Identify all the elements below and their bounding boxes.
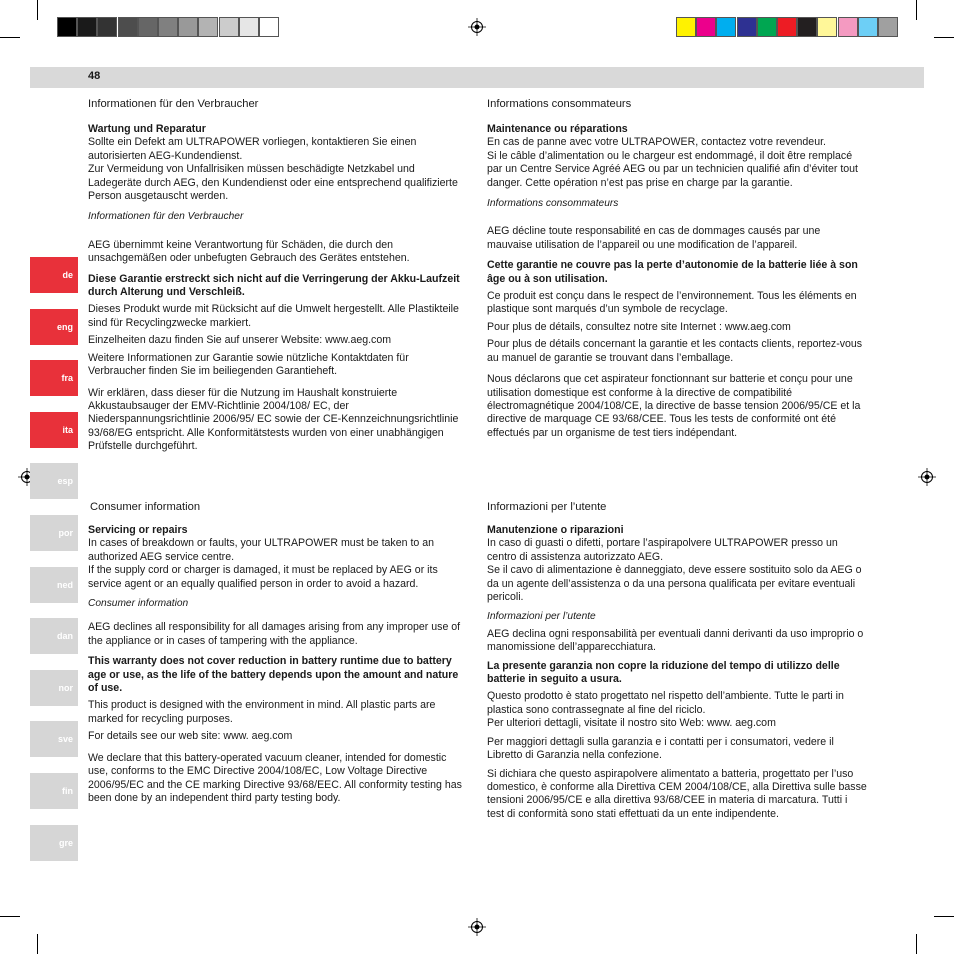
page-header-band xyxy=(30,67,924,88)
service-heading: Servicing or repairs xyxy=(88,524,188,536)
language-tab-sve: sve xyxy=(30,721,78,757)
gray-swatch xyxy=(77,17,97,37)
environment-text: Dieses Produkt wurde mit Rücksicht auf die Umwelt hergestellt. Alle Plastikteile sind für Recyclingzwecke markiert. xyxy=(88,303,459,329)
process-swatch xyxy=(858,17,878,37)
gray-swatch xyxy=(259,17,279,37)
language-tab-de: de xyxy=(30,257,78,293)
website-text: Per ulteriori dettagli, visitate il nostro sito Web: www. aeg.com xyxy=(487,717,776,730)
service-text: Sollte ein Defekt am ULTRAPOWER vorliegen, kontaktieren Sie einen autorisierten AEG-Kundendienst. xyxy=(88,136,417,162)
declaration-text: Wir erklären, dass dieser für die Nutzung im Haushalt konstruierte Akkustaubsauger der EMV-Richtlinie 2004/108/ EC, der Niederspannungsrichtlinie 2006/95/ EC sowie der CE-Kennzeichnungsrichtlinie 93/68/EG entspricht. Alle Konformitätstests wurden von einer unabhängigen Prüfstelle durchgeführt. xyxy=(88,386,459,453)
section-title: Informazioni per l’utente xyxy=(487,501,607,513)
website-text: For details see our web site: www. aeg.com xyxy=(88,730,293,743)
guarantee-info-text: Per maggiori dettagli sulla garanzia e i contatti per i consumatori, vedere il Libretto di Garanzia nella confezione. xyxy=(487,735,834,762)
process-swatch xyxy=(817,17,837,37)
declaration-text: Nous déclarons que cet aspirateur fonctionnant sur batterie et conçu pour une utilisation domestique est conforme à la directive de compatibilité électromagnétique 2004/108/CE, la directive de basse tension 2006/95/CE et la directive de marquage CE 93/68/CEE. Tous les tests de conformité ont été effectués par un organisme de test tiers indépendant. xyxy=(487,373,861,439)
website-text: Pour plus de détails, consultez notre site Internet : www.aeg.com xyxy=(487,320,791,333)
process-swatch xyxy=(797,17,817,37)
responsibility-text: AEG übernimmt keine Verantwortung für Schäden, die durch den unsachgemäßen oder unbefugten Gebrauch des Gerätes entstehen. xyxy=(88,238,410,265)
gray-swatch xyxy=(57,17,77,37)
website-text: Einzelheiten dazu finden Sie auf unserer Website: www.aeg.com xyxy=(88,334,392,347)
guarantee-info-text: Weitere Informationen zur Garantie sowie nützliche Kontaktdaten für Verbraucher finden Sie im beiliegenden Garantieheft. xyxy=(88,351,409,378)
declaration-text: We declare that this battery-operated vacuum cleaner, intended for domestic use, conforms to the EMC Directive 2004/108/EC, Low Voltage Directive 2006/95/EC and the CE marking Directive 93/68/EEC. All conformity testing has been done by an independent third party testing body. xyxy=(88,751,462,804)
language-tab-por: por xyxy=(30,515,78,551)
responsibility-text: AEG declines all responsibility for all damages arising from any improper use of the appliance or in cases of tampering with the appliance. xyxy=(88,621,461,647)
section-title: Consumer information xyxy=(90,501,201,513)
language-tab-ned: ned xyxy=(30,567,78,603)
column-french xyxy=(487,97,867,440)
gray-swatch xyxy=(239,17,259,37)
process-swatch xyxy=(838,17,858,37)
language-tab-fra: fra xyxy=(30,360,78,396)
environment-text: This product is designed with the environment in mind. All plastic parts are marked for recycling purposes. xyxy=(88,699,436,725)
service-heading: Maintenance ou réparations xyxy=(487,123,628,135)
environment-text: Questo prodotto è stato progettato nel rispetto dell’ambiente. Tutte le parti in plastica sono contrassegnate al fine del riciclo. xyxy=(487,690,844,716)
language-tab-gre: gre xyxy=(30,825,78,861)
gray-swatch xyxy=(219,17,239,37)
service-text: In caso di guasti o difetti, portare l’aspirapolvere ULTRAPOWER presso un centro di assistenza autorizzato AEG. xyxy=(487,537,838,563)
language-tab-fin: fin xyxy=(30,773,78,809)
process-swatch xyxy=(878,17,898,37)
warranty-text: La presente garanzia non copre la riduzione del tempo di utilizzo delle batterie in seguito a usura. xyxy=(487,659,840,686)
responsibility-text: AEG declina ogni responsabilità per eventuali danni derivanti da uso improprio o manomissione dell’apparecchiatura. xyxy=(487,627,864,654)
gray-swatch xyxy=(118,17,138,37)
cable-text: Zur Vermeidung von Unfallrisiken müssen beschädigte Netzkabel und Ladegeräte durch AEG, den Kundendienst oder eine entsprechend qualifizierte Person ausgetauscht werden. xyxy=(88,163,458,203)
process-swatch xyxy=(696,17,716,37)
responsibility-text: AEG décline toute responsabilité en cas de dommages causés par une mauvaise utilisation de l’appareil ou une modification de l’appareil. xyxy=(487,225,821,251)
gray-swatch xyxy=(158,17,178,37)
warranty-text: This warranty does not cover reduction in battery runtime due to battery age or use, as the life of the battery depends upon the amount and nature of use. xyxy=(88,655,459,695)
language-tab-nor: nor xyxy=(30,670,78,706)
page-number: 48 xyxy=(88,70,101,82)
warranty-text: Diese Garantie erstreckt sich nicht auf die Verringerung der Akku-Laufzeit durch Alterung und Verschleiß. xyxy=(88,272,460,299)
process-swatch xyxy=(676,17,696,37)
guarantee-info-text: Pour plus de détails concernant la garantie et les contacts clients, reportez-vous au manuel de garantie se trouvant dans l’emballage. xyxy=(487,338,863,364)
language-tab-eng: eng xyxy=(30,309,78,345)
warranty-text: Cette garantie ne couvre pas la perte d’autonomie de la batterie liée à son âge ou à son utilisation. xyxy=(487,259,858,285)
gray-swatch xyxy=(97,17,117,37)
registration-mark-icon xyxy=(918,468,936,486)
gray-swatch xyxy=(178,17,198,37)
column-italian xyxy=(487,500,867,821)
service-text: En cas de panne avec votre ULTRAPOWER, contactez votre revendeur. xyxy=(487,136,826,149)
declaration-text: Si dichiara che questo aspirapolvere alimentato a batteria, progettato per l’uso domestico, è conforme alla Direttiva CEM 2004/108/CE, alla Direttiva sulle basse tensioni 2006/95/CE e alla direttiva 93/68/CEE in materia di marcatura. Tutti i test di conformità sono stati effettuati da un ente indipendente. xyxy=(487,767,867,820)
gray-swatch xyxy=(198,17,218,37)
column-german xyxy=(88,97,468,454)
registration-mark-icon xyxy=(468,918,486,936)
section-title: Informations consommateurs xyxy=(487,98,632,110)
subheading: Informations consommateurs xyxy=(487,198,619,210)
section-title: Informationen für den Verbraucher xyxy=(88,98,259,110)
process-swatch xyxy=(777,17,797,37)
language-tab-dan: dan xyxy=(30,618,78,654)
service-text: In cases of breakdown or faults, your ULTRAPOWER must be taken to an authorized AEG service centre. xyxy=(88,537,435,563)
service-heading: Manutenzione o riparazioni xyxy=(487,524,624,536)
gray-swatch xyxy=(138,17,158,37)
subheading: Consumer information xyxy=(88,598,189,610)
service-heading: Wartung und Reparatur xyxy=(88,123,206,135)
registration-mark-icon xyxy=(468,18,486,36)
cable-text: If the supply cord or charger is damaged, it must be replaced by AEG or its service agent or an equally qualified person in order to avoid a hazard. xyxy=(88,564,438,590)
column-english xyxy=(88,500,468,805)
process-swatch xyxy=(757,17,777,37)
cable-text: Si le câble d’alimentation ou le chargeur est endommagé, il doit être remplacé par un Centre Service Agréé AEG ou par un technicien qualifié afin d’éviter tout danger. Cette opération n’est pas prise en charge par la garantie. xyxy=(487,149,859,189)
cable-text: Se il cavo di alimentazione è danneggiato, deve essere sostituito solo da AEG o da un agente dell’assistenza o da una persona qualificata per evitare eventuali pericoli. xyxy=(487,564,862,604)
subheading: Informazioni per l’utente xyxy=(487,611,596,623)
language-tab-esp: esp xyxy=(30,463,78,499)
environment-text: Ce produit est conçu dans le respect de l’environnement. Tous les éléments en plastique sont marqués d’un symbole de recyclage. xyxy=(487,290,857,316)
process-swatch xyxy=(716,17,736,37)
subheading: Informationen für den Verbraucher xyxy=(88,211,244,223)
process-swatch xyxy=(737,17,757,37)
language-tab-ita: ita xyxy=(30,412,78,448)
